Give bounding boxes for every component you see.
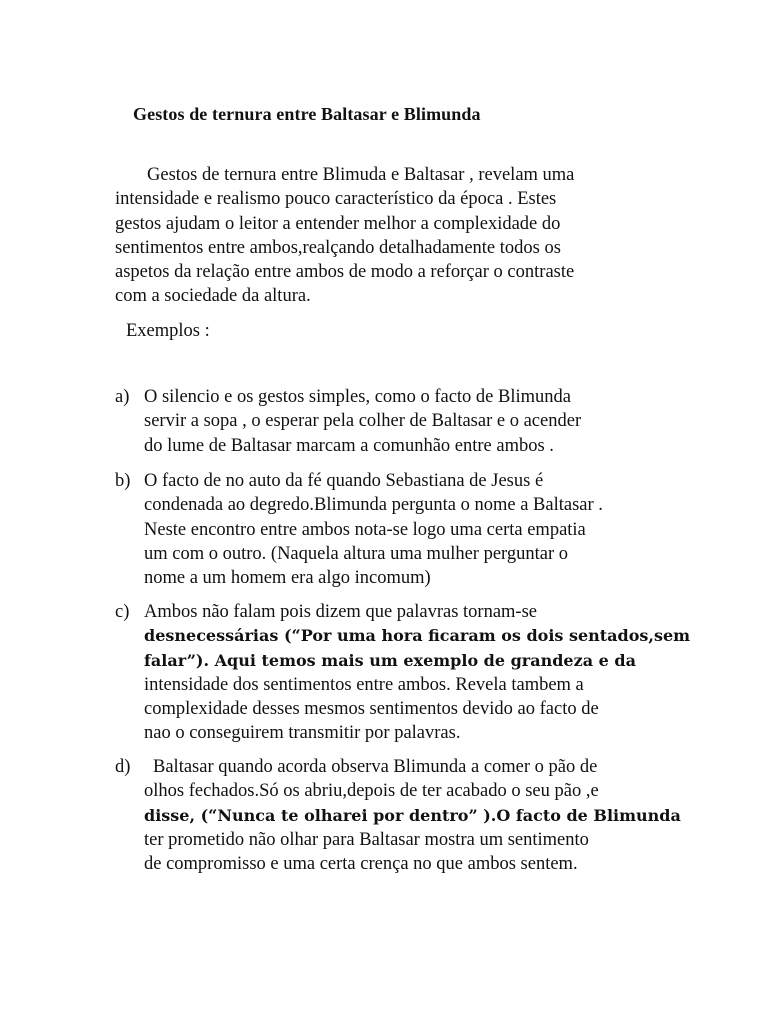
list-item-text (144, 755, 681, 876)
list-marker: d) (115, 757, 131, 777)
list-item-line: nao o conseguirem transmitir por palavras. (144, 723, 461, 744)
list-item-line: Ambos não falam pois dizem que palavras tornam-se (144, 602, 538, 622)
list-item-line: complexidade desses mesmos sentimentos devido ao facto de (144, 699, 599, 720)
intro-line: intensidade e realismo pouco característico da época . Estes (115, 189, 557, 210)
list-item-line: Neste encontro entre ambos nota-se logo uma certa empatia (144, 519, 586, 540)
list-item-line: do lume de Baltasar marcam a comunhão entre ambos . (144, 435, 554, 456)
list-item-line: olhos fechados.Só os abriu,depois de ter acabado o seu pão ,e (144, 781, 599, 802)
list-marker: a) (115, 387, 130, 407)
list-item-line: nome a um homem era algo incomum) (144, 568, 431, 589)
list-marker: c) (115, 602, 130, 622)
intro-line: sentimentos entre ambos,realçando detalhadamente todos os (115, 237, 561, 258)
list-item-line: um com o outro. (Naquela altura uma mulher perguntar o (144, 543, 569, 564)
intro-line: com a sociedade da altura. (115, 286, 311, 307)
list-item-line: de compromisso e uma certa crença no que ambos sentem. (144, 854, 578, 875)
list-item-text (144, 469, 603, 590)
list-item-line: servir a sopa , o esperar pela colher de Baltasar e o acender (144, 411, 582, 432)
intro-line: aspetos da relação entre ambos de modo a reforçar o contraste (115, 262, 575, 283)
list-item-line: disse, (“Nunca te olharei por dentro” ).O facto de Blimunda (144, 805, 681, 825)
intro-paragraph (115, 163, 655, 309)
intro-line: Gestos de ternura entre Blimuda e Baltasar , revelam uma (147, 165, 575, 185)
list-item-text (144, 385, 581, 458)
list-item-line: falar”). Aqui temos mais um exemplo de grandeza e da (144, 650, 636, 670)
list-item-line: condenada ao degredo.Blimunda pergunta o nome a Baltasar . (144, 495, 603, 516)
list-item-line: desnecessárias (“Por uma hora ficaram os dois sentados,sem (144, 626, 691, 646)
list-item-line: ter prometido não olhar para Baltasar mostra um sentimento (144, 829, 589, 850)
document-title: Gestos de ternura entre Baltasar e Blimunda (133, 104, 481, 124)
list-marker: b) (115, 471, 131, 491)
intro-line: gestos ajudam o leitor a entender melhor a complexidade do (115, 213, 561, 234)
examples-heading: Exemplos : (126, 321, 210, 341)
list-item-line: Baltasar quando acorda observa Blimunda a comer o pão de (153, 757, 598, 777)
list-item-text (144, 600, 690, 746)
list-item-line: intensidade dos sentimentos entre ambos. Revela tambem a (144, 674, 584, 695)
list-item-line: O silencio e os gestos simples, como o facto de Blimunda (144, 387, 571, 407)
list-item-line: O facto de no auto da fé quando Sebastiana de Jesus é (144, 471, 544, 491)
